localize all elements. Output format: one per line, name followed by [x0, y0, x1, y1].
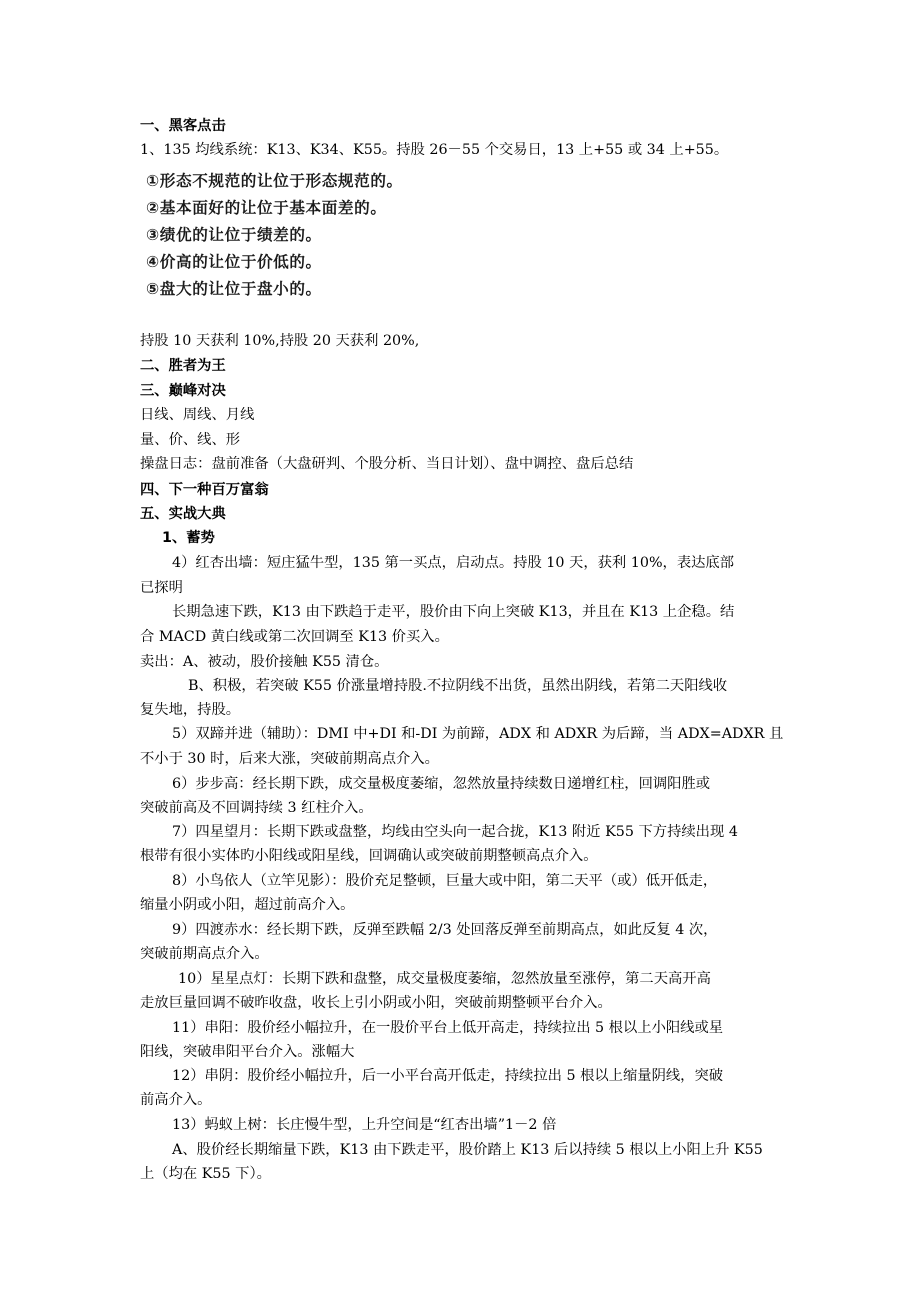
paragraph-135-system: 1、135 均线系统：K13、K34、K55。持股 26－55 个交易日，13 上+55 或 34 上+55。 — [140, 142, 729, 158]
item-8-line-2: 缩量小阴或小阳，超过前高介入。 — [140, 897, 355, 913]
item-9-line-2: 突破前期高点介入。 — [140, 946, 269, 962]
paragraph-hold-profit: 持股 10 天获利 10%,持股 20 天获利 20%, — [140, 333, 420, 349]
heading-peak-duel: 三、巅峰对决 — [140, 383, 226, 399]
item-4-detail-line-2: 合 MACD 黄白线或第二次回调至 K13 价买入。 — [140, 629, 449, 645]
principle-line: ②基本面好的让位于基本面差的。 — [146, 199, 387, 217]
sell-option-b-line-1: B、积极，若突破 K55 价涨量增持股.不拉阴线不出货，虽然出阴线，若第二天阳线收 — [188, 678, 728, 694]
item-8-line-1: 8）小鸟依人（立竿见影）：股价充足整顿，巨量大或中阳，第二天平（或）低开低走， — [172, 873, 718, 889]
item-6-line-1: 6）步步高：经长期下跌，成交量极度萎缩，忽然放量持续数日递增红柱，回调阳胜或 — [172, 776, 711, 792]
item-10-line-1: 10）星星点灯：长期下跌和盘整，成交量极度萎缩，忽然放量至涨停，第二天高开高 — [178, 971, 711, 987]
principle-line: ①形态不规范的让位于形态规范的。 — [146, 172, 403, 190]
item-5-line-1: 5）双蹄并进（辅助）：DMI 中+DI 和-DI 为前蹄，ADX 和 ADXR 为后蹄，当 ADX=ADXR 且 — [172, 726, 784, 742]
item-13a-line-1: A、股价经长期缩量下跌，K13 由下跌走平，股价踏上 K13 后以持续 5 根以上小阳上升 K55 — [172, 1142, 763, 1158]
item-12-line-2: 前高介入。 — [140, 1092, 212, 1108]
principle-line: ④价高的让位于价低的。 — [146, 253, 322, 271]
item-6-line-2: 突破前高及不回调持续 3 红柱介入。 — [140, 800, 373, 816]
item-13a-line-2: 上（均在 K55 下）。 — [140, 1166, 271, 1182]
item-4-detail-line-1: 长期急速下跌，K13 由下跌趋于走平，股价由下向上突破 K13，并且在 K13 上企稳。结 — [172, 604, 735, 620]
paragraph-timeframes: 日线、周线、月线 — [140, 407, 255, 423]
item-5-line-2: 不小于 30 时，后来大涨，突破前期高点介入。 — [140, 751, 439, 767]
item-7-line-2: 根带有很小实体旳小阳线或阳星线，回调确认或突破前期整顿高点介入。 — [140, 848, 598, 864]
item-11-line-2: 阳线，突破串阳平台介入。涨幅大 — [140, 1044, 355, 1060]
item-7-line-1: 7）四星望月：长期下跌或盘整，均线由空头向一起合拢，K13 附近 K55 下方持续出现 4 — [172, 824, 738, 840]
heading-winner-king: 二、胜者为王 — [140, 358, 226, 374]
paragraph-volume-price: 量、价、线、形 — [140, 432, 241, 448]
item-11-line-1: 11）串阳：股价经小幅拉升，在一股价平台上低开高走，持续拉出 5 根以上小阳线或星 — [172, 1020, 724, 1036]
paragraph-trading-log: 操盘日志：盘前准备（大盘研判、个股分析、当日计划）、盘中调控、盘后总结 — [140, 456, 634, 472]
principles-scanned-image — [140, 166, 440, 306]
sell-option-b-line-2: 复失地，持股。 — [140, 702, 241, 718]
item-12-line-1: 12）串阴：股价经小幅拉升，后一小平台高开低走，持续拉出 5 根以上缩量阴线，突破 — [172, 1068, 724, 1084]
item-13: 13）蚂蚁上树：长庄慢牛型，上升空间是“红杏出墙”1－2 倍 — [172, 1117, 557, 1133]
item-10-line-2: 走放巨量回调不破昨收盘，收长上引小阴或小阳，突破前期整顿平台介入。 — [140, 995, 612, 1011]
sell-option-a: 卖出：A、被动，股价接触 K55 清仓。 — [140, 654, 389, 670]
item-9-line-1: 9）四渡赤水：经长期下跌，反弹至跌幅 2/3 处回落反弹至前期高点，如此反复 4 次， — [172, 922, 718, 938]
principle-line: ③绩优的让位于绩差的。 — [146, 226, 322, 244]
principle-line: ⑤盘大的让位于盘小的。 — [146, 280, 322, 298]
heading-next-millionaire: 四、下一种百万富翁 — [140, 482, 269, 498]
heading-black-click: 一、黑客点击 — [140, 118, 226, 134]
heading-combat-manual: 五、实战大典 — [140, 506, 226, 522]
subheading-accumulation: 1、蓄势 — [162, 530, 215, 546]
item-4-line-1: 4）红杏出墙：短庄猛牛型，135 第一买点，启动点。持股 10 天，获利 10%，表达底部 — [172, 555, 735, 571]
item-4-line-2: 已探明 — [140, 580, 183, 596]
